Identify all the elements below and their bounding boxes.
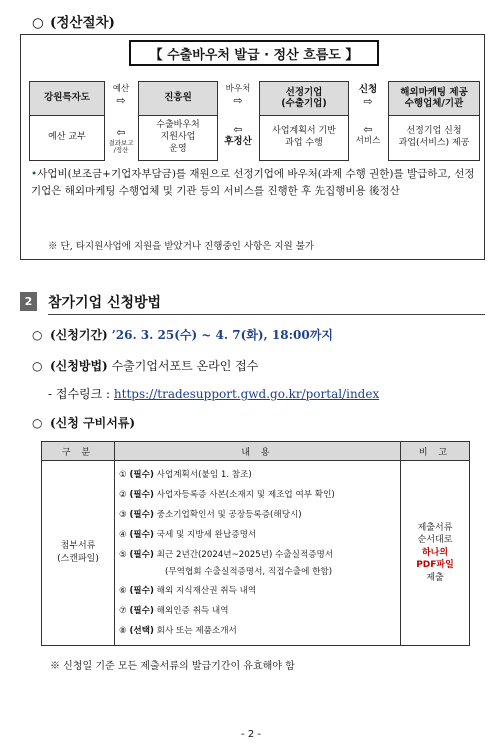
doc-text: 해외 지식재산권 취득 내역 [156, 586, 257, 596]
flow-node-gangwon [29, 81, 105, 161]
apply-method-line [32, 357, 258, 374]
doc-text: 해외인증 취득 내역 [156, 606, 229, 616]
doc-number: ⑤ [119, 550, 127, 560]
doc-item [119, 621, 400, 641]
flow-arrow-label: 신청 [358, 84, 378, 95]
doc-item [119, 581, 400, 601]
flow-arrow-voucher [218, 85, 258, 107]
section-title: 참가기업 신청방법 [48, 295, 162, 311]
flow-arrow-budget [105, 85, 137, 107]
circle-bullet-icon: ○ [32, 15, 44, 31]
flow-arrow-label: 결과보고 /정산 [108, 138, 134, 155]
flow-node-body: 사업계획서 기반 과업 수행 [272, 126, 336, 148]
flow-node-header: 강원특자도 [30, 82, 104, 116]
doc-remark-top: 제출서류 순서대로 [417, 522, 453, 546]
left-arrow-icon: ⇦ [363, 123, 373, 136]
table-header-row [42, 442, 470, 461]
flow-arrow-label: 예산 [112, 84, 130, 94]
doc-text: 중소기업확인서 및 공장등록증(해당시) [156, 510, 302, 520]
required-docs-table [41, 441, 470, 646]
flow-node-header: 진흥원 [139, 82, 217, 116]
flow-arrow-postsettle [218, 124, 258, 148]
apply-link-label: - 접수링크 : [48, 387, 114, 401]
flow-node-agency [138, 81, 218, 161]
left-arrow-icon: ⇦ [116, 126, 126, 139]
doc-tag: (필수) [129, 510, 154, 520]
flow-diagram-title: 【 수출바우처 발급 · 정산 흐름도 】 [129, 40, 379, 66]
doc-number: ② [119, 490, 127, 500]
circle-bullet-icon: ○ [32, 416, 43, 430]
validity-footnote: ※ 신청일 기준 모든 제출서류의 발급기간이 유효해야 함 [50, 661, 295, 672]
right-arrow-icon: ⇨ [363, 94, 373, 108]
apply-period-label: (신청기간) [50, 328, 108, 342]
section-heading-settlement [32, 11, 115, 31]
flow-arrow-service [349, 124, 387, 146]
flow-note-text: 사업비(보조금+기업자부담금)를 재원으로 선정기업에 바우처(과제 수행 권한)를 발급하고, 선정기업은 해외마케팅 수행업체 및 기관 등의 서비스를 진행한 후 先집행비용 後정산 [31, 168, 475, 197]
flow-node-body: 예산 교부 [48, 132, 86, 143]
table-header-content: 내 용 [115, 442, 401, 461]
flow-node-provider [388, 81, 480, 161]
flow-node-body: 수출바우처 지원사업 운영 [156, 120, 200, 154]
flow-node-body: 선정기업 신청 과업(서비스) 제공 [398, 126, 470, 148]
doc-remark [401, 461, 470, 646]
doc-number: ③ [119, 510, 127, 520]
doc-item [119, 485, 400, 505]
doc-item [119, 525, 400, 545]
doc-tag: (필수) [129, 490, 154, 500]
doc-number: ⑧ [119, 626, 127, 636]
doc-text: 국세 및 지방세 완납증명서 [156, 530, 257, 540]
doc-category: 첨부서류 (스캔파일) [42, 461, 115, 646]
doc-item [119, 545, 400, 565]
apply-period-value: ’26. 3. 25(수) ~ 4. 7(화), 18:00까지 [111, 328, 333, 342]
circle-bullet-icon: ○ [32, 328, 43, 342]
doc-text: 회사 또는 제품소개서 [156, 626, 237, 636]
table-header-remark: 비 고 [401, 442, 470, 461]
doc-remark-highlight: 하나의 PDF파일 [416, 547, 454, 571]
section-number-badge: 2 [20, 292, 37, 311]
apply-link[interactable]: https://tradesupport.gwd.go.kr/portal/index [113, 387, 380, 401]
table-header-category: 구 분 [42, 442, 115, 461]
apply-link-line [48, 385, 379, 402]
doc-tag: (필수) [129, 550, 154, 560]
apply-period-line [32, 326, 333, 343]
doc-item [119, 601, 400, 621]
doc-list [115, 461, 401, 646]
doc-number: ⑦ [119, 606, 127, 616]
flow-note [31, 166, 481, 200]
table-row [42, 461, 470, 646]
doc-number: ④ [119, 530, 127, 540]
doc-item [119, 505, 400, 525]
doc-tag: (필수) [129, 470, 154, 480]
doc-item-subnote: (무역협회 수출실적증명서, 직접수출에 한함) [165, 567, 333, 577]
page-number: - 2 - [241, 729, 261, 740]
doc-tag: (필수) [129, 586, 154, 596]
apply-method-label: (신청방법) [50, 359, 108, 373]
settlement-heading-text: (정산절차) [50, 15, 115, 31]
flow-note-sub: ※ 단, 타지원사업에 지원을 받았거나 진행중인 사항은 지원 불가 [48, 241, 315, 252]
doc-text: 최근 2년간(2024년~2025년) 수출실적증명서 [156, 550, 334, 560]
left-arrow-icon: ⇦ [233, 123, 243, 136]
doc-tag: (필수) [129, 530, 154, 540]
doc-tag: (선택) [129, 626, 154, 636]
flow-arrow-label: 바우처 [225, 84, 251, 94]
doc-number: ① [119, 470, 127, 480]
flow-arrow-apply [349, 85, 387, 109]
circle-bullet-icon: ○ [32, 359, 43, 373]
flow-node-header: 해외마케팅 제공 수행업체/기관 [389, 82, 479, 116]
flow-arrow-label: 후정산 [224, 135, 252, 147]
required-docs-line [32, 414, 135, 431]
doc-number: ⑥ [119, 586, 127, 596]
section-divider [48, 314, 485, 315]
apply-method-value: 수출기업서포트 온라인 접수 [111, 359, 259, 373]
doc-remark-bottom: 제출 [426, 572, 444, 583]
right-arrow-icon: ⇨ [233, 93, 243, 107]
required-docs-label: (신청 구비서류) [50, 416, 136, 430]
flow-arrow-report [105, 127, 137, 155]
dot-bullet-icon: • [31, 168, 38, 180]
doc-text: 사업자등록증 사본(소재지 및 제조업 여부 확인) [156, 490, 335, 500]
doc-item [119, 465, 400, 485]
flow-node-header: 선정기업 (수출기업) [260, 82, 348, 116]
doc-tag: (필수) [129, 606, 154, 616]
flow-node-company [259, 81, 349, 161]
flow-diagram-box [20, 34, 485, 260]
doc-text: 사업계획서(붙임 1. 참조) [156, 470, 252, 480]
right-arrow-icon: ⇨ [116, 93, 126, 107]
flow-arrow-label: 서비스 [355, 135, 381, 146]
